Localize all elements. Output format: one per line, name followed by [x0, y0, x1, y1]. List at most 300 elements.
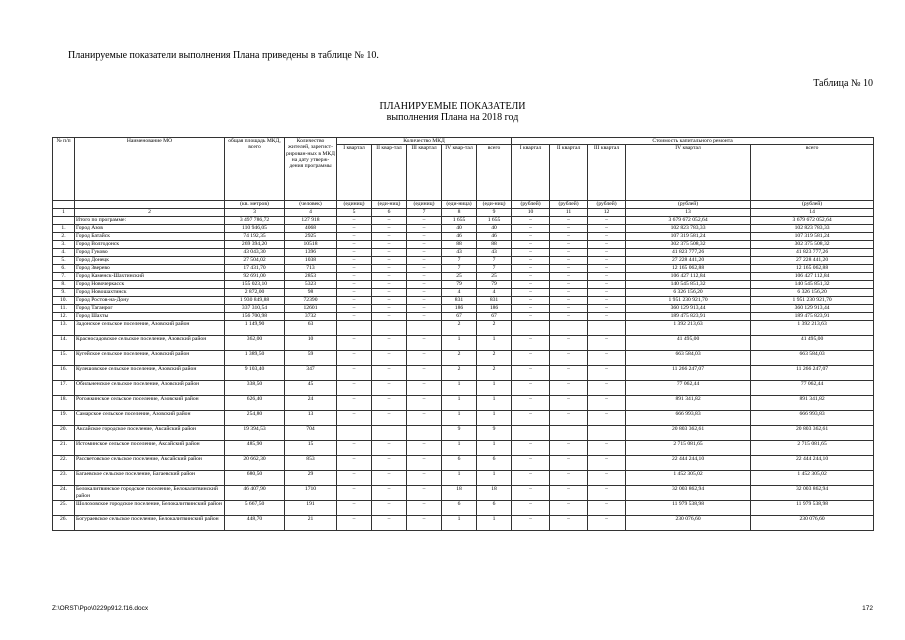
table-row: [53, 273, 874, 281]
value-cell: 25: [477, 273, 512, 281]
value-cell: –: [372, 241, 407, 249]
municipality-name-cell: Город Шахты: [75, 313, 225, 321]
value-cell: 3 679 672 052,64: [751, 217, 874, 225]
value-cell: 156 700,98: [225, 313, 285, 321]
value-cell: –: [512, 456, 550, 471]
table-row: [53, 305, 874, 313]
column-number-cell: 2: [75, 209, 225, 217]
value-cell: 9: [477, 426, 512, 441]
value-cell: 230 076,60: [751, 516, 874, 531]
value-cell: 17 431,70: [225, 265, 285, 273]
value-cell: 92 691,00: [225, 273, 285, 281]
value-cell: [337, 426, 372, 441]
value-cell: –: [588, 456, 626, 471]
value-cell: –: [512, 289, 550, 297]
value-cell: –: [588, 411, 626, 426]
header-num: № п/п: [53, 138, 75, 201]
row-number-cell: 9.: [53, 289, 75, 297]
value-cell: 1 392 213,63: [626, 321, 751, 336]
value-cell: –: [337, 297, 372, 305]
value-cell: –: [337, 305, 372, 313]
value-cell: 106 427 112,84: [626, 273, 751, 281]
value-cell: 2: [477, 321, 512, 336]
row-number-cell: [53, 217, 75, 225]
value-cell: –: [372, 501, 407, 516]
value-cell: –: [337, 281, 372, 289]
value-cell: 831: [477, 297, 512, 305]
unit-cell: (человек): [285, 201, 337, 209]
value-cell: –: [550, 441, 588, 456]
value-cell: 102 823 783,33: [626, 225, 751, 233]
value-cell: 13: [285, 411, 337, 426]
value-cell: –: [407, 381, 442, 396]
value-cell: 3 679 672 052,64: [626, 217, 751, 225]
value-cell: 1: [442, 396, 477, 411]
value-cell: 10: [285, 336, 337, 351]
row-number-cell: 5.: [53, 257, 75, 265]
table-row: [53, 313, 874, 321]
value-cell: –: [337, 411, 372, 426]
unit-cell: (рублей): [550, 201, 588, 209]
value-cell: –: [512, 381, 550, 396]
value-cell: 186: [477, 305, 512, 313]
value-cell: –: [588, 471, 626, 486]
value-cell: 18: [477, 486, 512, 501]
unit-cell: (еди-ница): [442, 201, 477, 209]
value-cell: –: [407, 313, 442, 321]
value-cell: –: [550, 336, 588, 351]
value-cell: –: [588, 249, 626, 257]
value-cell: –: [512, 441, 550, 456]
value-cell: 63: [285, 321, 337, 336]
value-cell: –: [550, 411, 588, 426]
value-cell: –: [550, 225, 588, 233]
value-cell: –: [407, 289, 442, 297]
value-cell: 1: [477, 471, 512, 486]
value-cell: 4: [477, 289, 512, 297]
value-cell: 1: [477, 516, 512, 531]
column-number-cell: 10: [512, 209, 550, 217]
unit-cell: (кв. метров): [225, 201, 285, 209]
value-cell: 1: [477, 336, 512, 351]
value-cell: 20 803 362,61: [626, 426, 751, 441]
value-cell: 10518: [285, 241, 337, 249]
municipality-name-cell: Город Донецк: [75, 257, 225, 265]
value-cell: –: [372, 381, 407, 396]
value-cell: 666 993,83: [626, 411, 751, 426]
value-cell: –: [337, 217, 372, 225]
value-cell: –: [407, 516, 442, 531]
value-cell: [407, 426, 442, 441]
municipality-name-cell: Кулешовское сельское поселение, Азовский район: [75, 366, 225, 381]
value-cell: 663 584,03: [751, 351, 874, 366]
row-number-cell: 10.: [53, 297, 75, 305]
value-cell: 853: [285, 456, 337, 471]
value-cell: 891 341,82: [626, 396, 751, 411]
value-cell: 22 444 244,10: [626, 456, 751, 471]
value-cell: –: [407, 486, 442, 501]
value-cell: –: [407, 351, 442, 366]
value-cell: –: [588, 396, 626, 411]
value-cell: 43: [477, 249, 512, 257]
value-cell: –: [550, 486, 588, 501]
table-row: [53, 289, 874, 297]
value-cell: 9: [442, 426, 477, 441]
value-cell: 40: [442, 225, 477, 233]
value-cell: 2853: [285, 273, 337, 281]
header-total: всего: [477, 145, 512, 201]
value-cell: [337, 321, 372, 336]
header-q1: I квартал: [337, 145, 372, 201]
value-cell: 27 228 441,20: [626, 257, 751, 265]
value-cell: 2 715 081,65: [751, 441, 874, 456]
value-cell: –: [588, 297, 626, 305]
value-cell: –: [588, 501, 626, 516]
value-cell: 254,80: [225, 411, 285, 426]
table-label: Таблица № 10: [813, 78, 873, 89]
table-row: [53, 366, 874, 381]
value-cell: –: [372, 366, 407, 381]
value-cell: 11 979 538,98: [626, 501, 751, 516]
page-number: 172: [862, 605, 873, 612]
header-cost-q4: IV квартал: [626, 145, 751, 201]
value-cell: –: [337, 396, 372, 411]
municipality-name-cell: Рассветовское сельское поселение, Аксайский район: [75, 456, 225, 471]
value-cell: –: [512, 273, 550, 281]
value-cell: 1710: [285, 486, 337, 501]
value-cell: –: [550, 501, 588, 516]
value-cell: 79: [442, 281, 477, 289]
row-number-cell: 8.: [53, 281, 75, 289]
value-cell: –: [550, 233, 588, 241]
value-cell: 1 392 213,63: [751, 321, 874, 336]
table-row: [53, 233, 874, 241]
value-cell: 67: [442, 313, 477, 321]
value-cell: –: [588, 313, 626, 321]
value-cell: [588, 426, 626, 441]
value-cell: 107 319 581,24: [751, 233, 874, 241]
value-cell: –: [550, 249, 588, 257]
row-number-cell: 24.: [53, 486, 75, 501]
value-cell: –: [588, 289, 626, 297]
value-cell: –: [512, 249, 550, 257]
value-cell: –: [407, 501, 442, 516]
value-cell: 6: [442, 456, 477, 471]
value-cell: –: [407, 366, 442, 381]
value-cell: –: [337, 351, 372, 366]
municipality-name-cell: Рогожкинское сельское поселение, Азовский район: [75, 396, 225, 411]
value-cell: –: [407, 249, 442, 257]
value-cell: 77 062,44: [751, 381, 874, 396]
value-cell: 1 452 305,02: [626, 471, 751, 486]
value-cell: –: [407, 471, 442, 486]
value-cell: 9 103,40: [225, 366, 285, 381]
table-row: [53, 456, 874, 471]
value-cell: –: [337, 225, 372, 233]
unit-cell: (рублей): [588, 201, 626, 209]
value-cell: 2 872,00: [225, 289, 285, 297]
value-cell: 666 993,83: [751, 411, 874, 426]
value-cell: 20 803 362,61: [751, 426, 874, 441]
value-cell: 1: [442, 336, 477, 351]
value-cell: 891 341,82: [751, 396, 874, 411]
value-cell: –: [372, 217, 407, 225]
value-cell: 46: [477, 233, 512, 241]
value-cell: 11 266 247,07: [626, 366, 751, 381]
header-cost-group: Стоимость капитального ремонта: [512, 138, 874, 145]
value-cell: 72390: [285, 297, 337, 305]
value-cell: 7: [477, 265, 512, 273]
value-cell: 140 545 851,32: [751, 281, 874, 289]
value-cell: –: [372, 516, 407, 531]
value-cell: 21: [285, 516, 337, 531]
value-cell: 15: [285, 441, 337, 456]
value-cell: 25: [442, 273, 477, 281]
value-cell: –: [407, 281, 442, 289]
header-cost-q2: II квартал: [550, 145, 588, 201]
value-cell: 40: [477, 225, 512, 233]
table-row: [53, 516, 874, 531]
row-number-cell: 2.: [53, 233, 75, 241]
value-cell: 43 043,30: [225, 249, 285, 257]
value-cell: –: [372, 351, 407, 366]
value-cell: –: [512, 265, 550, 273]
municipality-name-cell: Город Новочеркасск: [75, 281, 225, 289]
value-cell: –: [512, 366, 550, 381]
value-cell: –: [407, 305, 442, 313]
value-cell: [512, 321, 550, 336]
value-cell: 79: [477, 281, 512, 289]
value-cell: –: [588, 305, 626, 313]
column-number-cell: 14: [751, 209, 874, 217]
value-cell: –: [588, 486, 626, 501]
column-number-cell: 6: [372, 209, 407, 217]
value-cell: 360 129 913,44: [751, 305, 874, 313]
table-row: [53, 217, 874, 225]
value-cell: –: [372, 486, 407, 501]
row-number-cell: 6.: [53, 265, 75, 273]
header-area: общая площадь МКД, всего: [225, 138, 285, 201]
value-cell: 189 475 823,91: [751, 313, 874, 321]
value-cell: 2: [442, 321, 477, 336]
value-cell: 41 495,00: [626, 336, 751, 351]
value-cell: –: [550, 516, 588, 531]
value-cell: –: [550, 351, 588, 366]
value-cell: –: [372, 313, 407, 321]
row-number-cell: 16.: [53, 366, 75, 381]
value-cell: 1 655: [442, 217, 477, 225]
table-row: [53, 281, 874, 289]
value-cell: 106 427 112,84: [751, 273, 874, 281]
value-cell: –: [372, 396, 407, 411]
value-cell: –: [407, 297, 442, 305]
value-cell: 18: [442, 486, 477, 501]
value-cell: –: [407, 257, 442, 265]
value-cell: –: [588, 241, 626, 249]
row-number-cell: 20.: [53, 426, 75, 441]
value-cell: –: [337, 501, 372, 516]
value-cell: 1: [477, 441, 512, 456]
value-cell: 2 715 081,65: [626, 441, 751, 456]
value-cell: [550, 426, 588, 441]
value-cell: –: [337, 366, 372, 381]
value-cell: 6: [442, 501, 477, 516]
value-cell: 1: [442, 411, 477, 426]
value-cell: –: [337, 486, 372, 501]
value-cell: 45: [285, 381, 337, 396]
municipality-name-cell: Шолоховское городское поселение, Белокалитвинский район: [75, 501, 225, 516]
value-cell: 88: [477, 241, 512, 249]
value-cell: 1038: [285, 257, 337, 265]
value-cell: 1 655: [477, 217, 512, 225]
column-number-cell: 7: [407, 209, 442, 217]
table-row: [53, 411, 874, 426]
value-cell: 24: [285, 396, 337, 411]
value-cell: –: [588, 281, 626, 289]
value-cell: –: [550, 456, 588, 471]
value-cell: 337 310,54: [225, 305, 285, 313]
value-cell: 1: [442, 381, 477, 396]
value-cell: –: [588, 381, 626, 396]
value-cell: 485,90: [225, 441, 285, 456]
value-cell: –: [550, 297, 588, 305]
value-cell: –: [372, 273, 407, 281]
value-cell: 12 165 062,88: [751, 265, 874, 273]
value-cell: –: [512, 351, 550, 366]
value-cell: 127 918: [285, 217, 337, 225]
column-number-cell: 9: [477, 209, 512, 217]
value-cell: –: [512, 241, 550, 249]
value-cell: 3732: [285, 313, 337, 321]
value-cell: 704: [285, 426, 337, 441]
value-cell: –: [337, 289, 372, 297]
value-cell: 27 228 441,20: [751, 257, 874, 265]
municipality-name-cell: Город Зверево: [75, 265, 225, 273]
value-cell: 1: [477, 411, 512, 426]
table-row: [53, 249, 874, 257]
header-cost-total: всего: [751, 145, 874, 201]
municipality-name-cell: Город Таганрог: [75, 305, 225, 313]
municipality-name-cell: Итого по программе:: [75, 217, 225, 225]
unit-cell: (еди-ниц): [372, 201, 407, 209]
value-cell: 302 375 508,32: [751, 241, 874, 249]
value-cell: –: [512, 396, 550, 411]
value-cell: 230 076,60: [626, 516, 751, 531]
table-row: [53, 501, 874, 516]
value-cell: 1 951 230 921,70: [626, 297, 751, 305]
indicators-table: [52, 137, 874, 531]
value-cell: –: [372, 441, 407, 456]
value-cell: 1: [477, 396, 512, 411]
value-cell: 2: [442, 351, 477, 366]
value-cell: –: [407, 396, 442, 411]
value-cell: –: [407, 241, 442, 249]
table-row: [53, 225, 874, 233]
value-cell: 1: [477, 381, 512, 396]
value-cell: 1: [442, 441, 477, 456]
municipality-name-cell: Город Ростов-на-Дону: [75, 297, 225, 305]
value-cell: –: [550, 396, 588, 411]
municipality-name-cell: Город Гуково: [75, 249, 225, 257]
value-cell: 43: [442, 249, 477, 257]
value-cell: –: [550, 257, 588, 265]
value-cell: 11 266 247,07: [751, 366, 874, 381]
column-numbers-row: [53, 209, 874, 217]
value-cell: 67: [477, 313, 512, 321]
value-cell: 19 394,53: [225, 426, 285, 441]
column-number-cell: 1: [53, 209, 75, 217]
value-cell: 5 667,50: [225, 501, 285, 516]
value-cell: –: [407, 217, 442, 225]
value-cell: –: [588, 351, 626, 366]
value-cell: 12 165 062,88: [626, 265, 751, 273]
value-cell: 1 149,90: [225, 321, 285, 336]
value-cell: –: [588, 273, 626, 281]
value-cell: –: [588, 233, 626, 241]
value-cell: –: [512, 257, 550, 265]
value-cell: 6 326 156,20: [751, 289, 874, 297]
value-cell: –: [512, 486, 550, 501]
value-cell: 20 662,30: [225, 456, 285, 471]
row-number-cell: 1.: [53, 225, 75, 233]
municipality-name-cell: Город Новошахтинск: [75, 289, 225, 297]
value-cell: 2: [477, 366, 512, 381]
value-cell: 1 389,50: [225, 351, 285, 366]
value-cell: 59: [285, 351, 337, 366]
table-row: [53, 426, 874, 441]
value-cell: –: [588, 366, 626, 381]
table-row: [53, 297, 874, 305]
row-number-cell: 3.: [53, 241, 75, 249]
value-cell: 360 129 913,44: [626, 305, 751, 313]
value-cell: –: [550, 289, 588, 297]
value-cell: [372, 321, 407, 336]
row-number-cell: 18.: [53, 396, 75, 411]
value-cell: 46 407,90: [225, 486, 285, 501]
table-row: [53, 381, 874, 396]
value-cell: 46: [442, 233, 477, 241]
table-row: [53, 265, 874, 273]
intro-text: Планируемые показатели выполнения Плана приведены в таблице № 10.: [68, 50, 379, 61]
value-cell: –: [512, 336, 550, 351]
value-cell: –: [337, 249, 372, 257]
row-number-cell: 21.: [53, 441, 75, 456]
value-cell: –: [337, 441, 372, 456]
table-row: [53, 441, 874, 456]
value-cell: 77 062,44: [626, 381, 751, 396]
value-cell: 32 003 862,94: [751, 486, 874, 501]
value-cell: –: [550, 381, 588, 396]
value-cell: 41 495,00: [751, 336, 874, 351]
value-cell: 347: [285, 366, 337, 381]
row-number-cell: 23.: [53, 471, 75, 486]
value-cell: –: [588, 516, 626, 531]
value-cell: –: [372, 225, 407, 233]
value-cell: –: [372, 336, 407, 351]
value-cell: 3 497 786,72: [225, 217, 285, 225]
value-cell: –: [512, 305, 550, 313]
value-cell: 338,50: [225, 381, 285, 396]
value-cell: –: [407, 441, 442, 456]
value-cell: –: [550, 313, 588, 321]
value-cell: –: [512, 501, 550, 516]
value-cell: –: [550, 273, 588, 281]
value-cell: –: [337, 273, 372, 281]
value-cell: 831: [442, 297, 477, 305]
row-number-cell: 7.: [53, 273, 75, 281]
value-cell: –: [512, 411, 550, 426]
row-number-cell: 12.: [53, 313, 75, 321]
